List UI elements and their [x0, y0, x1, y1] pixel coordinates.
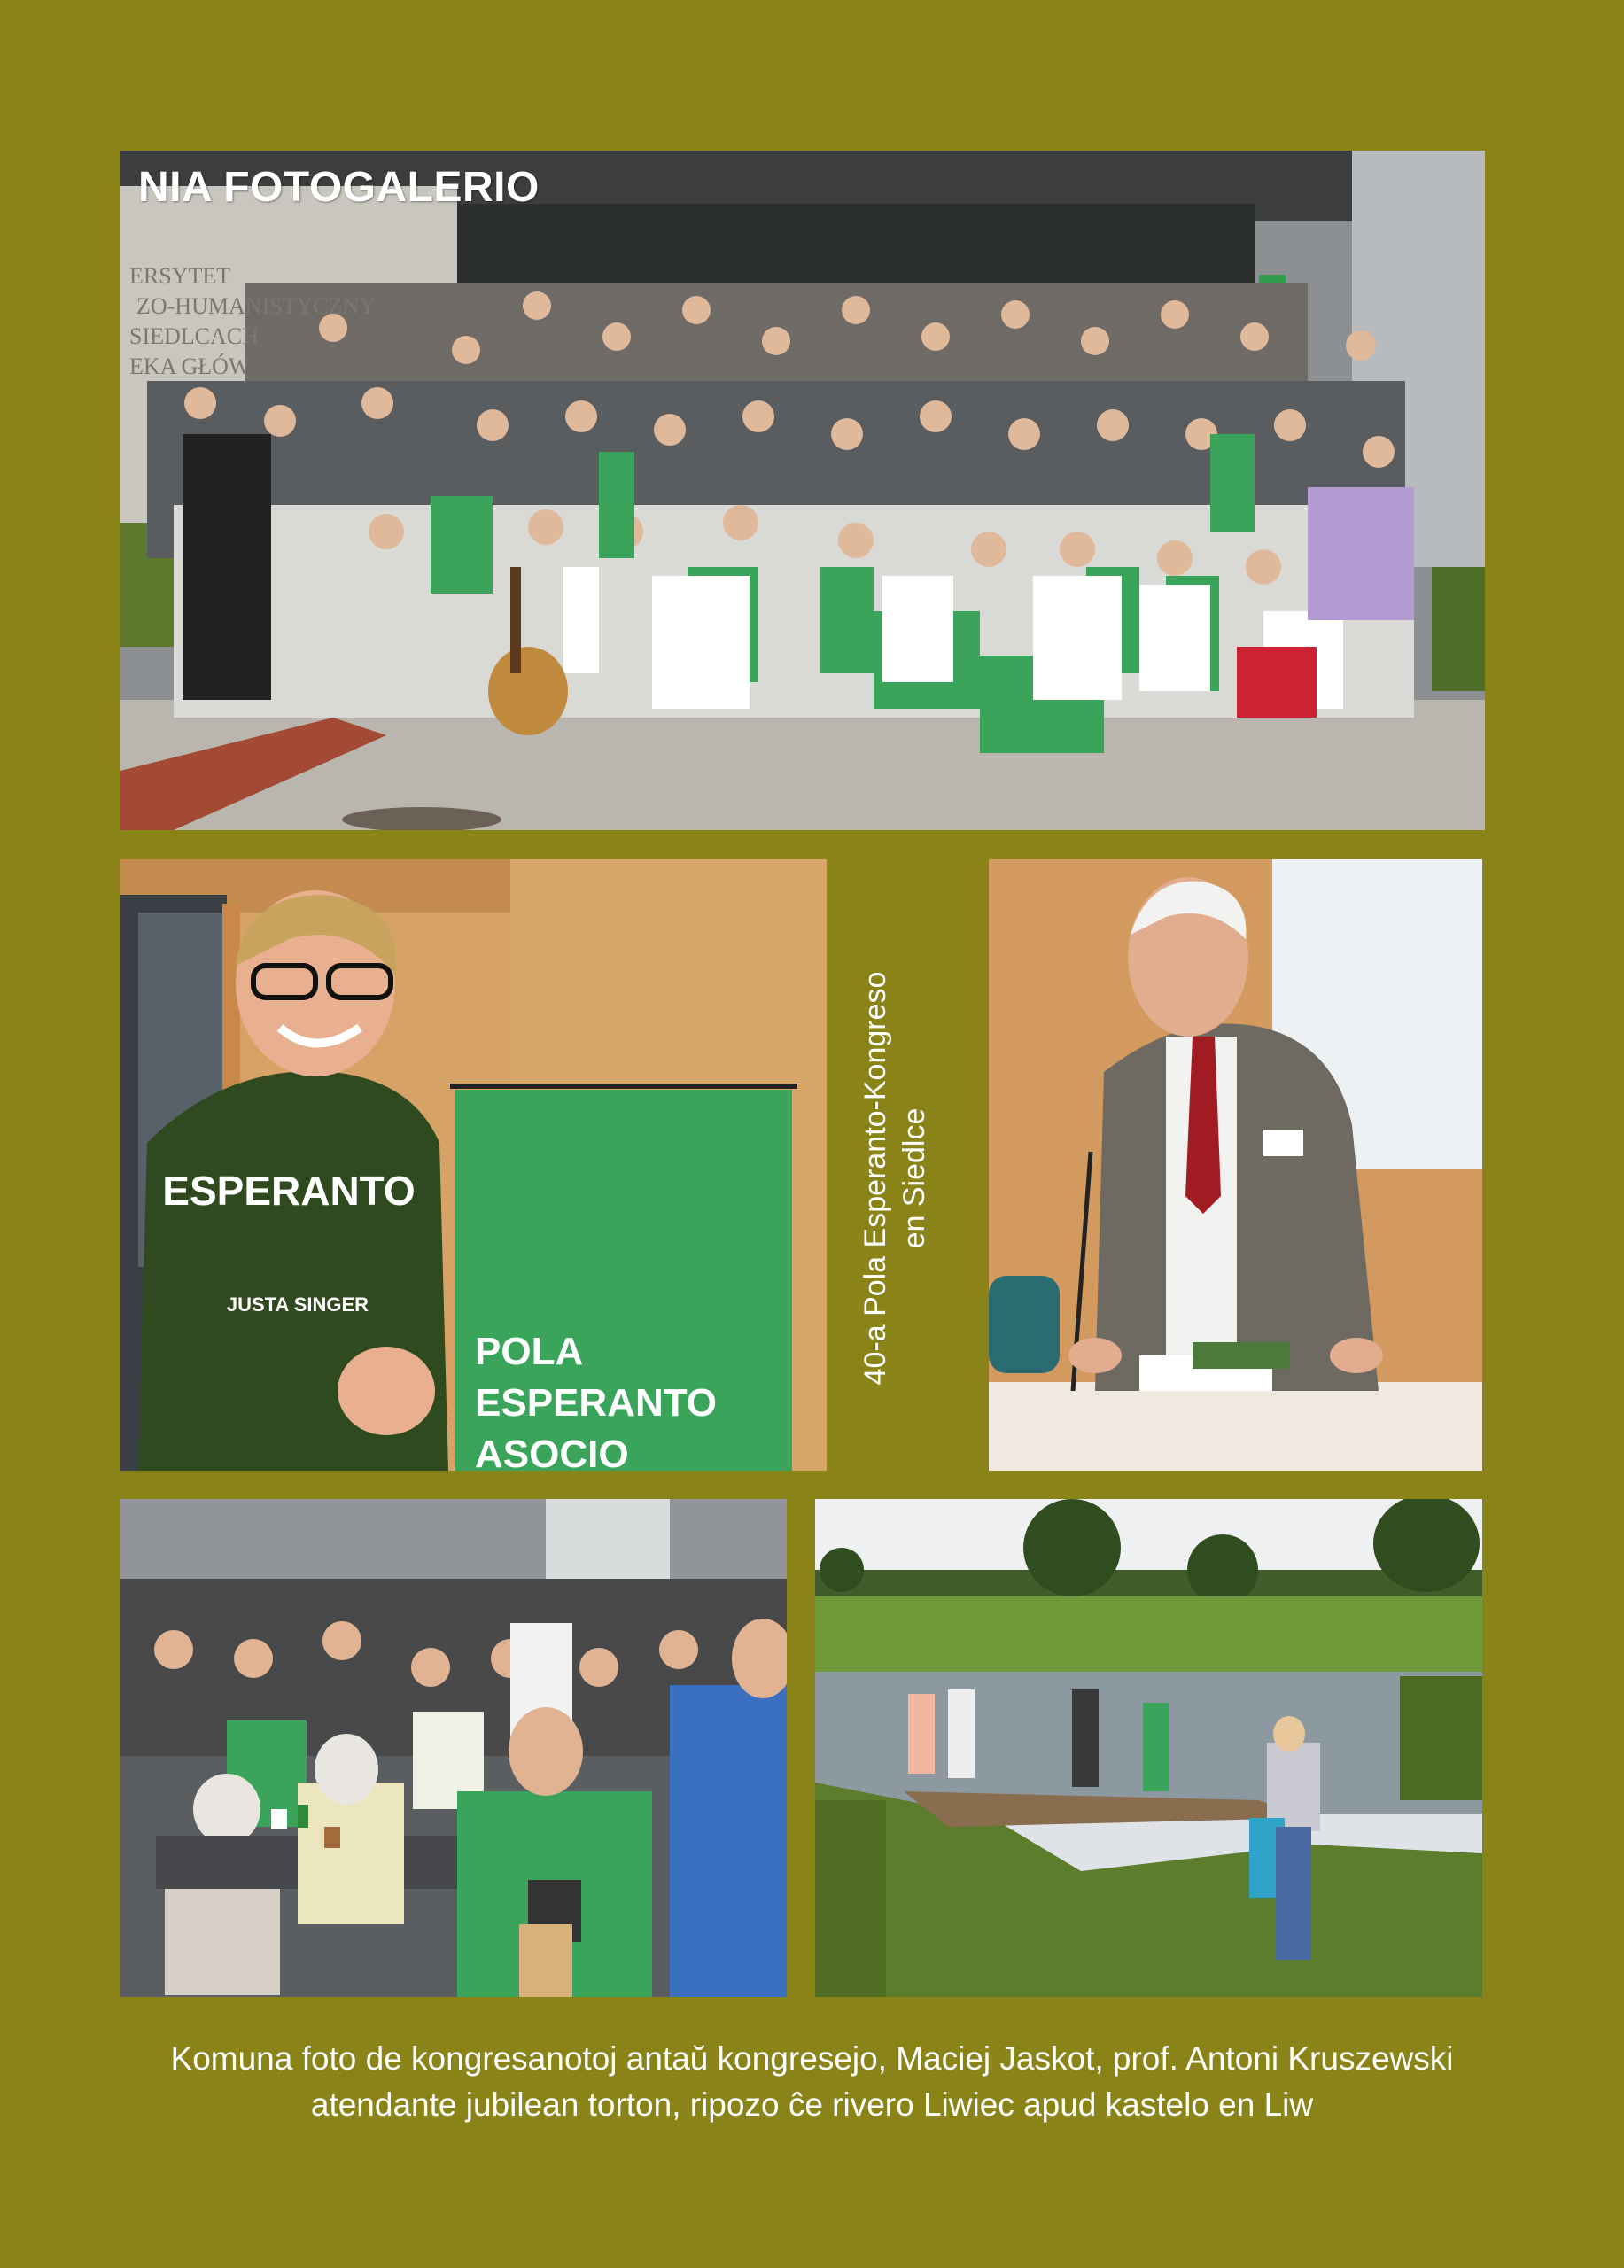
photo-caption [53, 2036, 1571, 2128]
caption-line-1: Komuna foto de kongresanotoj antaŭ kongresejo, Maciej Jaskot, prof. Antoni Kruszewski [170, 2040, 1454, 2077]
side-caption [846, 913, 944, 1444]
side-caption-line-2: en Siedlce [897, 1107, 931, 1249]
banner-line-3: ASOCIO [475, 1433, 629, 1471]
shirt-print-small: JUSTA SINGER [226, 1293, 369, 1316]
building-sign-line-2: ZO-HUMANISTYCZNY [136, 293, 377, 319]
building-sign-line-1: ERSYTET [129, 263, 231, 289]
building-sign-line-3: SIEDLCACH [129, 323, 259, 349]
group-photo [120, 151, 1485, 830]
professor-photo [989, 859, 1482, 1471]
shirt-print: ESPERANTO [162, 1168, 416, 1214]
banner-line-2: ESPERANTO [475, 1381, 718, 1425]
banner-photo [120, 859, 827, 1471]
cafeteria-photo [120, 1499, 787, 1997]
river-photo [815, 1499, 1482, 1997]
side-caption-line-1: 40-a Pola Esperanto-Kongreso [859, 971, 892, 1386]
gallery-title: NIA FOTOGALERIO [138, 164, 540, 211]
caption-line-2: atendante jubilean torton, ripozo ĉe rivero Liwiec apud kastelo en Liw [310, 2086, 1314, 2123]
building-sign-line-4: EKA GŁÓW [129, 353, 251, 379]
banner-line-1: POLA [475, 1330, 584, 1373]
